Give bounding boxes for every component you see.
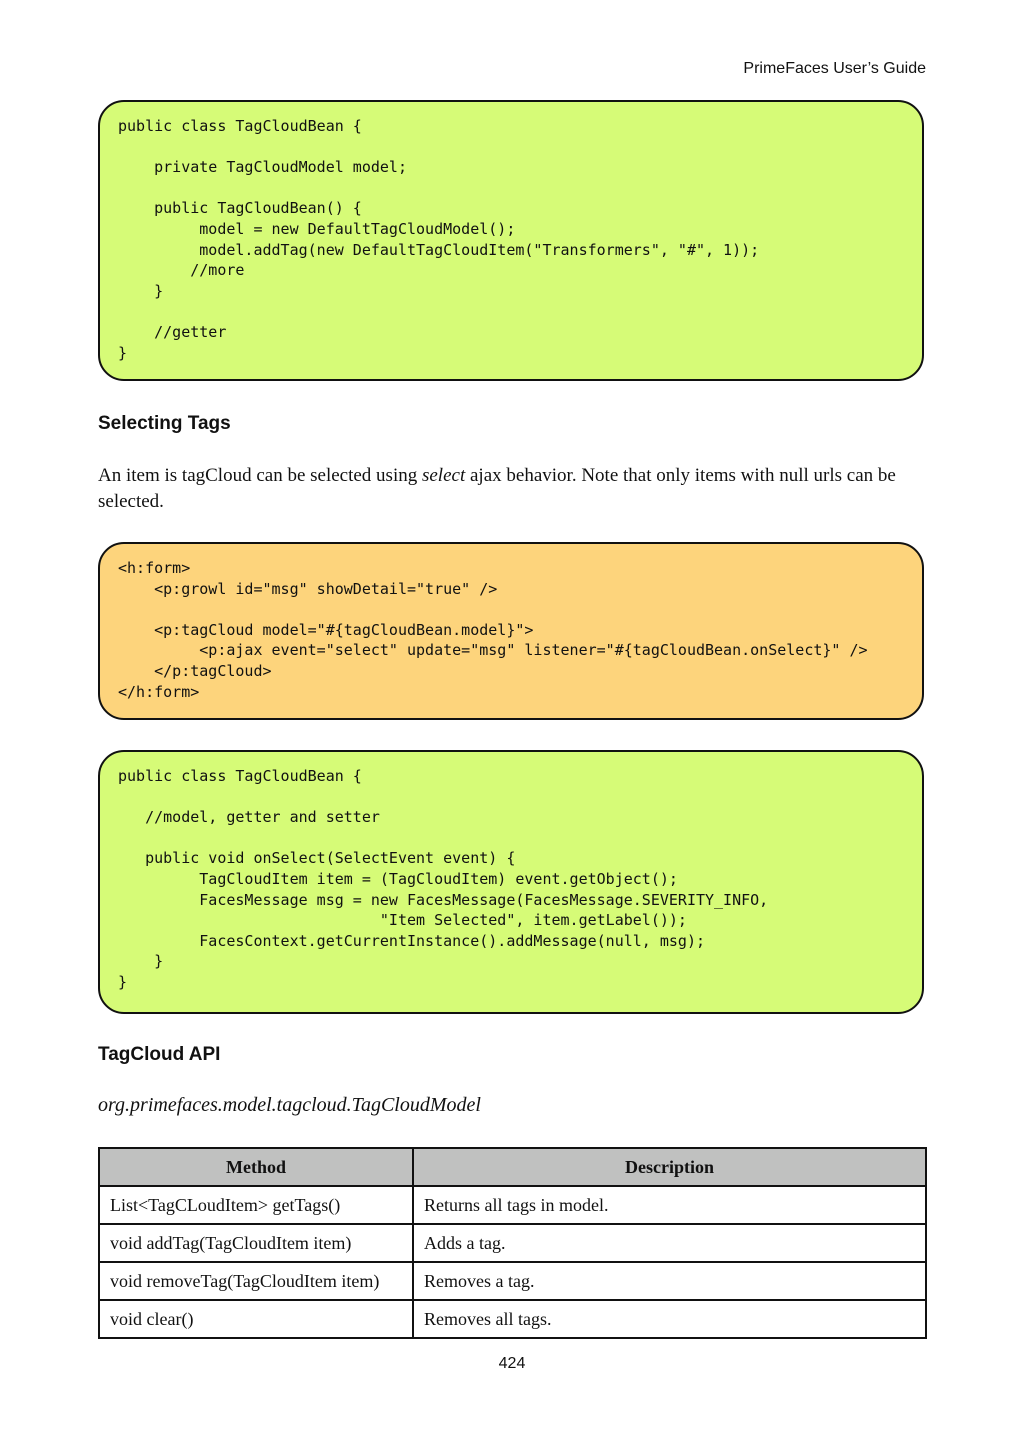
description-cell: Removes all tags. xyxy=(413,1300,926,1338)
api-class-name: org.primefaces.model.tagcloud.TagCloudModel xyxy=(98,1094,481,1116)
method-cell: void clear() xyxy=(99,1300,413,1338)
description-cell: Adds a tag. xyxy=(413,1224,926,1262)
column-header-description: Description xyxy=(413,1148,926,1186)
table-row xyxy=(99,1186,926,1224)
paragraph-text-after: ajax behavior. Note that only items with null urls can be selected. xyxy=(98,465,896,512)
api-table xyxy=(98,1147,927,1339)
selecting-tags-paragraph xyxy=(98,463,928,515)
method-cell: void removeTag(TagCloudItem item) xyxy=(99,1262,413,1300)
column-header-method: Method xyxy=(99,1148,413,1186)
section-heading-tagcloud-api: TagCloud API xyxy=(98,1044,221,1065)
page-header: PrimeFaces User’s Guide xyxy=(743,60,926,77)
table-row xyxy=(99,1300,926,1338)
method-cell: List<TagCLoudItem> getTags() xyxy=(99,1186,413,1224)
table-header-row xyxy=(99,1148,926,1186)
page-number: 424 xyxy=(498,1355,526,1372)
table-row xyxy=(99,1224,926,1262)
code-block-bean: public class TagCloudBean { private TagCloudModel model; public TagCloudBean() { model = new DefaultTagCloudModel(); model.addTag(new DefaultTagCloudItem("Transformers", "#", 1)); //more } //getter } xyxy=(98,100,924,381)
table-row xyxy=(99,1262,926,1300)
description-cell: Returns all tags in model. xyxy=(413,1186,926,1224)
description-cell: Removes a tag. xyxy=(413,1262,926,1300)
section-heading-selecting-tags: Selecting Tags xyxy=(98,413,231,434)
code-block-xhtml: <h:form> <p:growl id="msg" showDetail="true" /> <p:tagCloud model="#{tagCloudBean.model}"> <p:ajax event="select" update="msg" listener="#{tagCloudBean.onSelect}" /> </p:tagCloud> </h:form> xyxy=(98,542,924,720)
method-cell: void addTag(TagCloudItem item) xyxy=(99,1224,413,1262)
paragraph-text-before: An item is tagCloud can be selected using xyxy=(98,465,422,486)
paragraph-emphasis: select xyxy=(421,465,466,486)
code-block-onselect: public class TagCloudBean { //model, getter and setter public void onSelect(SelectEvent event) { TagCloudItem item = (TagCloudItem) event.getObject(); FacesMessage msg = new FacesMessage(FacesMessage.SEVERITY_INFO, "Item Selected", item.getLabel()); FacesContext.getCurrentInstance().addMessage(null, msg); } } xyxy=(98,750,924,1014)
